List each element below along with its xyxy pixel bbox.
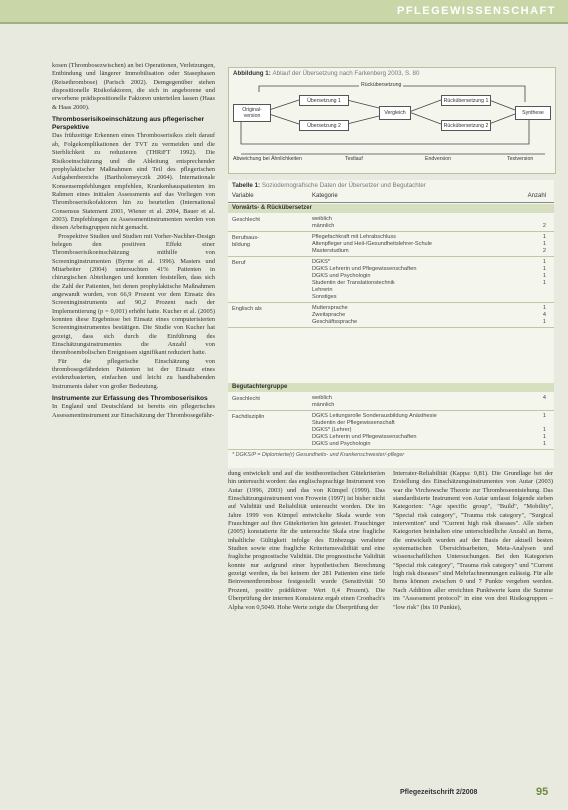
figure-translation-process	[228, 67, 556, 174]
table-category-cell: weiblich	[312, 216, 332, 222]
table-values	[526, 234, 546, 255]
table-categories	[312, 305, 512, 326]
table-group	[228, 257, 554, 303]
table-category-cell: weiblich	[312, 395, 332, 401]
table-value-cell	[526, 420, 546, 427]
paragraph: Für die pflegerische Einschätzung von thrombosegefährdeten Patienten ist der Einsatz eines evidenzbasierten, einfachen und leicht zu handhabenden Instruments daher von großer Bedeutung.	[52, 357, 215, 390]
table-demographics	[228, 180, 554, 468]
table-category-cell: DGKS*	[312, 259, 331, 265]
box-rueck-1: Rückübersetzung 1	[441, 95, 491, 106]
table-value-cell	[526, 294, 546, 301]
table-value-cell: 4	[542, 312, 546, 318]
table-value-cell: 1	[542, 259, 546, 265]
table-value-cell: 1	[542, 413, 546, 419]
table-category-cell: DGKS Lehrerin und Pflegewissenschaften	[312, 266, 417, 272]
paragraph: In England und Deutschland ist bereits ein pflegerisches Assessmentinstrument zur Einschätzung der Thrombosegefähr-	[52, 403, 215, 419]
table-category-cell: Pflegefachkraft mit Lehrabschluss	[312, 234, 396, 240]
table-category-cell: männlich	[312, 402, 335, 408]
box-synthesis: Synthese	[515, 106, 551, 120]
table-group	[228, 411, 554, 450]
paragraph: Das frühzeitige Erkennen eines Thromboserisikos zielt darauf ab, Folgekomplikationen der TVT zu vermeiden und die Sterblichkeit zu reduzieren (THRiFT 1992). Die Risikoeinschätzung und die Ableitung entsprechender prophylaktischer Maßnahmen sind Teil des pflegerischen Aufgabenbereichs (Bartholomeyczik 2004). Internationale Konsensempfehlungen empfehlen, Krankenhauspatienten im Rahmen eines initialen Assessments auf das Vorliegen von Thromboserisikofaktoren hin zu beurteilen (International Consensus Statement 2001, Wiener et al. 2004, Bauer et al. 2003). Empfehlungen zu Assessmentinstrumenten werden von diesen Arbeitsgruppen nicht gemacht.	[52, 132, 215, 232]
table-value-cell: 1	[542, 427, 546, 433]
table-value-cell	[526, 402, 546, 409]
table-values	[526, 259, 546, 301]
table-values	[526, 216, 546, 230]
table-category-cell: Sonstiges	[312, 294, 337, 300]
paragraph: dung entwickelt und auf die testtheoretischen Gütekriterien hin untersucht worden: das englischsprachige Instrument von Autar (1996, 2003) und das von Kümpel (1999). Das Einschätzungsinstrument von Frowein (1997) ist bisher nicht auf Validität und Reliabilität untersucht worden. Die im Jahre 1999 von Kümpel entwickelte Skala wurde von Frauchinger auf ihre Gütekriterien hin getestet. Frauchinger (2005) konstatierte für die untersuchte Skala eine fragliche inhaltliche Gültigkeit infolge des Einbezugs veralteter Studien sowie eine fragliche Kriteriumsvalidität und eine fragliche prognostische Validität. Die prognostische Validität konnte nur aufgrund einer hypothetischen Berechnung gezeigt werden, da bei keinem der 281 Patienten eine tiefe Beinvenenthrombose festgestellt wurde (Sensitivität 50 Prozent, positiv prädiktiver Wert 0,4 Prozent). Die Überprüfung der internen Konsistenz ergab einen Cronbach's Alpha von 0,5049. Hohe Werte zeigte die Überprüfung der	[228, 470, 385, 611]
table-group	[228, 303, 554, 328]
table-variable: Berufsaus- bildung	[232, 235, 260, 248]
table-category-cell: Zweitsprache	[312, 312, 346, 318]
box-translation-1: Übersetzung 1	[299, 95, 349, 106]
table-value-cell: 1	[542, 241, 546, 247]
table-value-cell: 1	[542, 266, 546, 272]
flow-step: Endversion	[425, 156, 451, 162]
table-categories	[312, 259, 512, 301]
flow-step: Abweichung bei Ähnlichkeiten	[233, 156, 302, 162]
table-variable: Geschlecht	[232, 396, 260, 402]
label-rueckuebersetzung: Rückübersetzung	[361, 82, 402, 88]
paragraph: Interrater-Reliabilität (Kappa: 0,81). Die Grundlage bei der Erstellung des Einschätzungsinstrumentes von Autar (2003) war die Virchowsche Theorie zur Thromboseentstehung. Das standardisierte Instrument von Autar umfasst folgende sieben Kategorien: "Age specific group", "Build", "Mobility", "Special risk category", "Trauma risk category", "Surgical intervention" und "Current high risk diseases". Alle sieben Kategorien beinhalten eine unterschiedliche Anzahl an Items, die entwickelt wurden auf der Basis der aktuell besten systematischen Übersichtsarbeiten, Meta-Analysen und wissenschaftlichen Untersuchungen. Bei den Kategorien "Special risk category", "Trauma risk category" und "Current high risk diseases" sind Mehrfachnennungen zulässig. Für alle Items können zwischen 0 und 7 Punkte vergeben werden. Nach Addition aller erreichten Punktwerte kann die Summe im "Assessment protocol" in eine von drei Risikogruppen – "low risk" (bis 10 Punkte),	[393, 470, 553, 611]
table-category-cell: Lehrerin	[312, 287, 333, 293]
table-value-cell	[526, 216, 546, 223]
section-translators: Vorwärts- & Rückübersetzer	[228, 204, 554, 213]
table-categories	[312, 234, 512, 255]
header-variable: Variable	[232, 193, 254, 199]
table-value-cell	[526, 287, 546, 294]
table-category-cell: DGKS Leitungsrolle Sonderausbildung Anästhesie	[312, 413, 437, 419]
table-category-cell: Geschäftssprache	[312, 319, 358, 325]
table-value-cell: 1	[542, 319, 546, 325]
text-column-2	[228, 470, 385, 612]
table-value-cell: 4	[542, 395, 546, 401]
header-count: Anzahl	[527, 193, 546, 199]
intro-paragraph: kosen (Thrombosezwischen) an bei Operationen, Verletzungen, Entbindung und längerer Immobilisation oder Stasephasen (Reisethrombose) (Parisch 2002). Demgegenüber stehen dispositionelle Risikofaktoren, die sich in angeborene und erworbene prädispositionelle Faktoren unterteilen lassen (Haas & Haas 2000).	[52, 62, 215, 111]
text-column-1	[52, 62, 215, 420]
box-rueck-2: Rückübersetzung 2	[441, 120, 491, 131]
table-caption: Tabelle 1: Soziodemografische Daten der Übersetzer und Begutachter	[232, 182, 426, 189]
table-value-cell: 2	[542, 248, 546, 254]
table-value-cell: 1	[542, 434, 546, 440]
table-category-cell: Studentin der Pflegewissenschaft	[312, 420, 395, 426]
table-header-row	[228, 192, 554, 203]
flow-step: Testlauf	[345, 156, 363, 162]
table-category-cell: DGKS* (Lehrer)	[312, 427, 352, 433]
table-footnote: * DGKS/P = Diplomierte(r) Gesundheits- und Krankenschwester/-pfleger	[232, 452, 405, 458]
table-category-cell: männlich	[312, 223, 335, 229]
flow-step: Testversion	[507, 156, 534, 162]
table-values	[526, 305, 546, 326]
page-number: 95	[536, 786, 549, 798]
subheading-instruments: Instrumente zur Erfassung des Thromboserisikos	[52, 395, 208, 403]
header-bar	[0, 0, 568, 24]
table-variable: Fachdisziplin	[232, 414, 265, 420]
box-original: Original- version	[233, 104, 271, 122]
text-column-3	[393, 470, 553, 612]
table-values	[526, 395, 546, 409]
table-category-cell: DGKS Lehrerin und Pflegewissenschaften	[312, 434, 417, 440]
section-reviewers: Begutachtergruppe	[228, 383, 554, 392]
section-title: PFLEGEWISSENSCHAFT	[396, 5, 556, 17]
table-value-cell: 1	[542, 273, 546, 279]
table-group	[228, 393, 554, 411]
figure-caption: Abbildung 1: Ablauf der Übersetzung nach Farkenberg 2003, S. 80	[233, 70, 420, 77]
table-variable: Beruf	[232, 260, 246, 266]
table-categories	[312, 216, 512, 230]
subheading-risk-assessment: Thromboserisikoeinschätzung aus pflegerischer Perspektive	[52, 116, 205, 132]
table-value-cell: 1	[542, 234, 546, 240]
journal-footer: Pflegezeitschrift 2/2008	[400, 789, 478, 796]
box-comparison: Vergleich	[379, 106, 411, 120]
table-category-cell: DGKS und Psychologin	[312, 441, 371, 447]
table-category-cell: Muttersprache	[312, 305, 348, 311]
table-category-cell: Altenpfleger und Heil-/Gesundheitslehrer-Schule	[312, 241, 433, 247]
table-values	[526, 413, 546, 448]
table-categories	[312, 413, 512, 448]
table-value-cell: 1	[542, 441, 546, 447]
table-value-cell: 1	[542, 280, 546, 286]
header-category: Kategorie	[312, 193, 338, 199]
table-categories	[312, 395, 512, 409]
paragraph: Prospektive Studien und Studien mit Vorher-Nachher-Design belegen den positiven Effekt einer Thromboserisikoeinschätzung mithilfe von Screeninginstrumenten (Byrne et al. 1996). Masters und Mitarbeiter (2004) untersuchten 41% Patienten in chirurgischen Abteilungen und konnten feststellen, dass sich die Zahl der Patienten, bei denen prophylaktische Maßnahmen angewandt wurden, von 66,9 Prozent vor dem Einsatz des Screeninginstruments auf 90,2 Prozent nach der Implementierung (p = 0,001) erhöht hatte. Kucher et al. (2005) konnten diese Ergebnisse bei Einsatz eines computerisierten Screeninginstrumentes bestätigen. Die Studie von Kucher hat gezeigt, dass sich durch die Einführung des Einschätzungsinstrumentes die Anzahl von thromboembolischen Ereignissen signifikant reduziert hatte.	[52, 232, 215, 357]
table-variable: Englisch als	[232, 306, 262, 312]
table-category-cell: Masterstudium	[312, 248, 349, 254]
table-variable: Geschlecht	[232, 217, 260, 223]
table-value-cell: 2	[542, 223, 546, 229]
box-translation-2: Übersetzung 2	[299, 120, 349, 131]
table-category-cell: DGKS und Psychologin	[312, 273, 371, 279]
table-group	[228, 232, 554, 257]
table-category-cell: Studentin der Translationstechnik	[312, 280, 395, 286]
table-value-cell: 1	[542, 305, 546, 311]
table-group	[228, 214, 554, 232]
